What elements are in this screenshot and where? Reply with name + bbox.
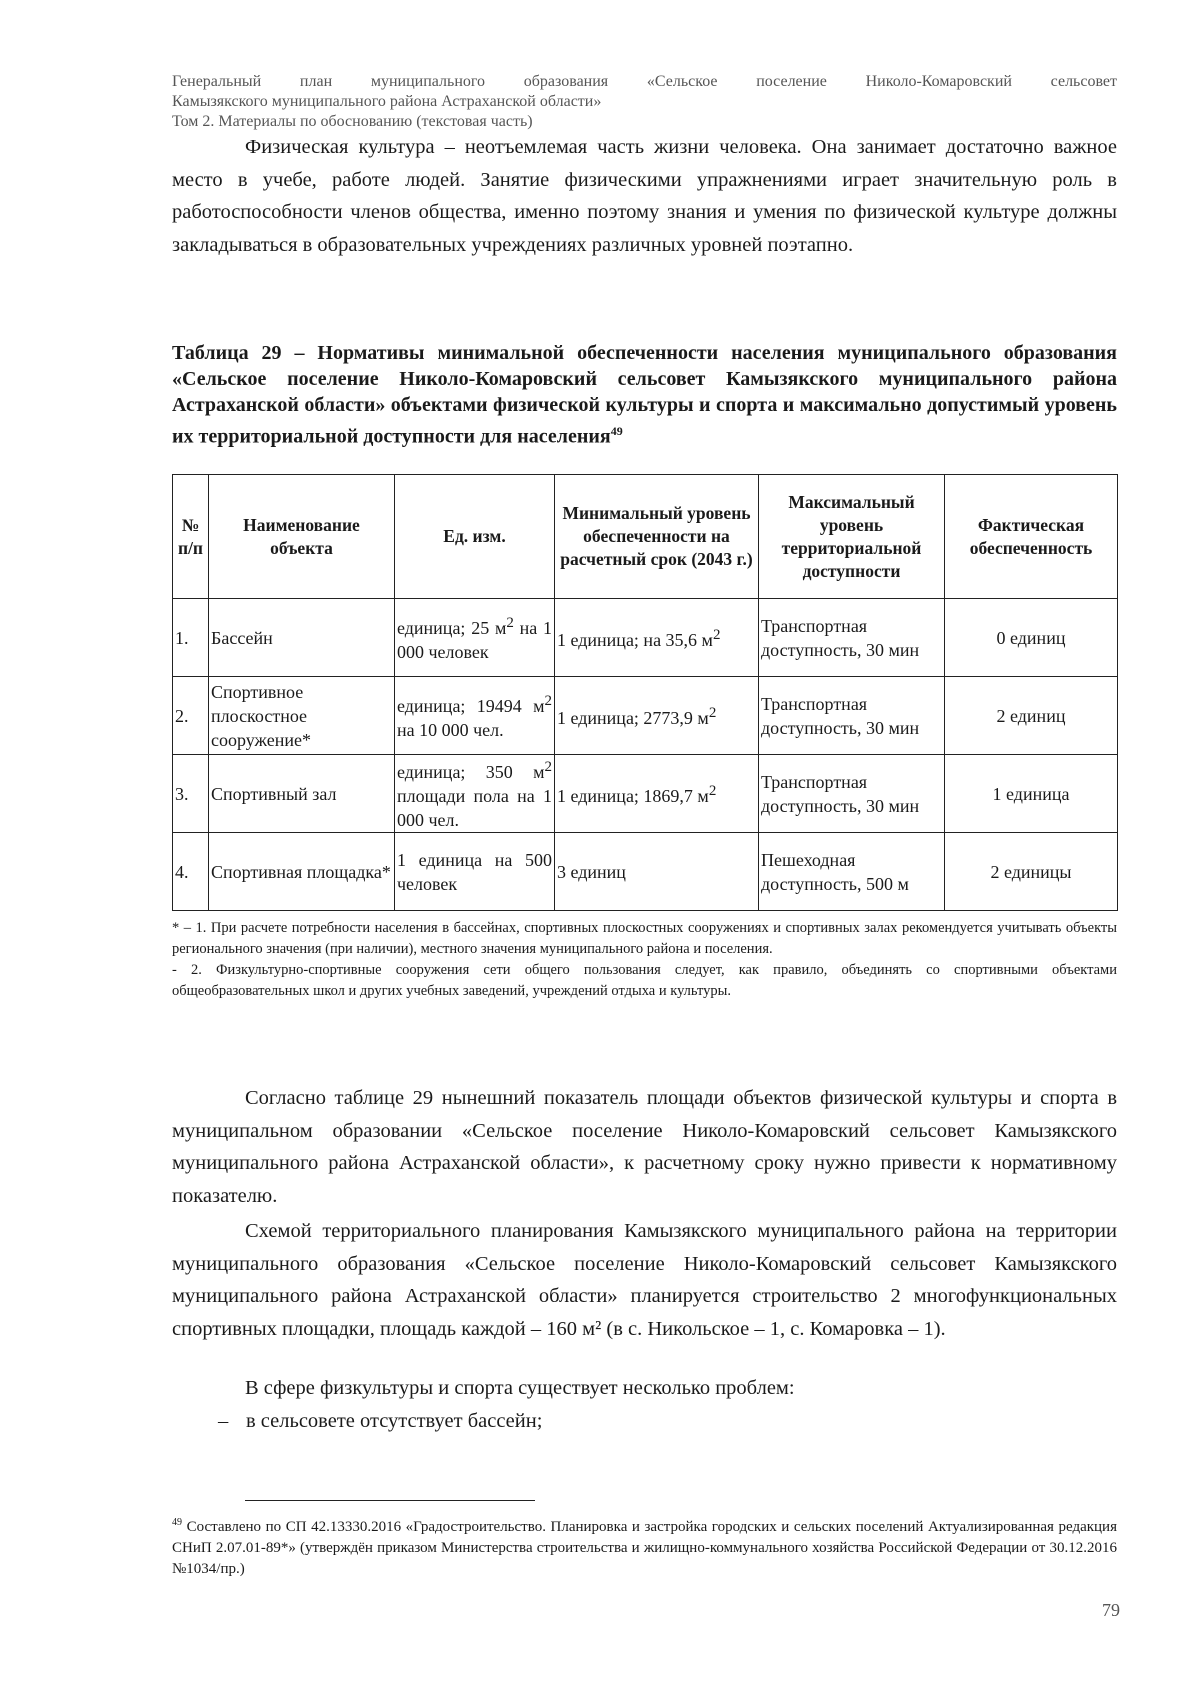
footnote-text: Составлено по СП 42.13330.2016 «Градостроительство. Планировка и застройка городских и сельских поселений Актуализированная редакция СНиП 2.07.01-89*» (утверждён приказом Министерства строительства и жилищно-коммунального хозяйства Российской Федерации от 30.12.2016 №1034/пр.)	[172, 1519, 1117, 1577]
table-row	[173, 599, 1118, 677]
cell-unit-sup: 2	[544, 693, 552, 709]
paragraph-2: Согласно таблице 29 нынешний показатель площади объектов физической культуры и спорта в муниципальном образовании «Сельское поселение Николо-Комаровский сельсовет Камызякского муниципального района Астраханской области», к расчетному сроку нужно привести к нормативному показателю.	[172, 1087, 1117, 1207]
cell-unit-a: единица; 19494 м	[397, 696, 545, 716]
cell-min-level	[555, 755, 759, 833]
cell-min-level	[555, 833, 759, 911]
cell-actual: 2 единиц	[945, 677, 1118, 755]
footnote-ref: 49	[610, 424, 623, 438]
list-item-text: в сельсовете отсутствует бассейн;	[246, 1410, 543, 1432]
cell-max-level: Транспортная доступность, 30 мин	[759, 677, 945, 755]
cell-min-a: 1 единица; 2773,9 м	[557, 708, 709, 728]
header-num: № п/п	[173, 475, 209, 599]
table-notes	[172, 918, 1117, 1002]
table-caption-text: Таблица 29 – Нормативы минимальной обеспеченности населения муниципального образования «Сельское поселение Николо-Комаровский сельсовет Камызякского муниципального района Астраханской области» объектами физической культуры и спорта и максимально допустимый уровень их территориальной доступности для населения	[172, 342, 1117, 448]
paragraph-4: В сфере физкультуры и спорта существует несколько проблем:	[245, 1377, 795, 1399]
cell-unit-a: единица; 350 м	[397, 762, 545, 782]
cell-max-level: Транспортная доступность, 30 мин	[759, 755, 945, 833]
page-number: 79	[1102, 1600, 1120, 1620]
cell-actual: 1 единица	[945, 755, 1118, 833]
table-row	[173, 833, 1118, 911]
cell-min-level	[555, 599, 759, 677]
list-item	[218, 1405, 542, 1437]
cell-name: Спортивное плоскостное сооружение*	[209, 677, 395, 755]
footnote-divider	[245, 1500, 535, 1501]
header-max-level: Максимальный уровень территориальной доступности	[759, 475, 945, 599]
cell-unit-b: площади пола на 1 000 чел.	[397, 786, 552, 830]
cell-num: 4.	[173, 833, 209, 911]
running-header	[172, 72, 1117, 132]
footnote	[172, 1512, 1117, 1580]
cell-max-level: Транспортная доступность, 30 мин	[759, 599, 945, 677]
intro-paragraph: Физическая культура – неотъемлемая часть жизни человека. Она занимает достаточно важное место в учебе, работе людей. Занятие физическими упражнениями играет значительную роль в работоспособности членов общества, именно поэтому знания и умения по физической культуре должны закладываться в образовательных учреждениях различных уровней поэтапно.	[172, 136, 1117, 256]
cell-min-sup: 2	[708, 705, 717, 721]
header-name: Наименование объекта	[209, 475, 395, 599]
table-row	[173, 755, 1118, 833]
cell-num: 2.	[173, 677, 209, 755]
cell-actual: 2 единицы	[945, 833, 1118, 911]
cell-unit-a: 1 единица на 500 человек	[397, 849, 552, 894]
note-1: * – 1. При расчете потребности населения в бассейнах, спортивных плоскостных сооружениях и спортивных залах рекомендуется учитывать объекты регионального значения (при наличии), местного значения муниципального района и поселения.	[172, 920, 1117, 957]
cell-unit-b: на 1 000 человек	[397, 618, 553, 662]
cell-actual: 0 единиц	[945, 599, 1118, 677]
cell-min-sup: 2	[708, 783, 717, 799]
cell-num: 3.	[173, 755, 209, 833]
cell-name: Спортивный зал	[209, 755, 395, 833]
cell-min-a: 3 единиц	[557, 861, 626, 882]
cell-max-level: Пешеходная доступность, 500 м	[759, 833, 945, 911]
cell-unit-sup: 2	[544, 759, 552, 775]
paragraph-3: Схемой территориального планирования Камызякского муниципального района на территории муниципального образования «Сельское поселение Николо-Комаровский сельсовет Камызякского муниципального района Астраханской области» планируется строительство 2 многофункциональных спортивных площадки, площадь каждой – 160 м² (в с. Никольское – 1, с. Комаровка – 1).	[172, 1220, 1117, 1340]
header-actual: Фактическая обеспеченность	[945, 475, 1118, 599]
cell-unit	[395, 833, 555, 911]
cell-unit	[395, 755, 555, 833]
header-min-level: Минимальный уровень обеспеченности на расчетный срок (2043 г.)	[555, 475, 759, 599]
cell-min-sup: 2	[712, 627, 721, 643]
header-line-3: Том 2. Материалы по обоснованию (текстовая часть)	[172, 113, 533, 130]
cell-min-a: 1 единица; 1869,7 м	[557, 786, 709, 806]
cell-name: Спортивная площадка*	[209, 833, 395, 911]
cell-unit-a: единица; 25 м	[397, 618, 507, 638]
cell-num: 1.	[173, 599, 209, 677]
note-2: - 2. Физкультурно-спортивные сооружения сети общего пользования следует, как правило, объединять со спортивными объектами общеобразовательных школ и других учебных заведений, учреждений отдыха и культуры.	[172, 962, 1117, 999]
header-line-1: Генеральный план муниципального образования «Сельское поселение Николо-Комаровский сельсовет	[172, 73, 1117, 90]
table-row	[173, 677, 1118, 755]
cell-min-a: 1 единица; на 35,6 м	[557, 630, 713, 650]
header-unit: Ед. изм.	[395, 475, 555, 599]
cell-unit-sup: 2	[506, 615, 514, 631]
cell-unit-b: на 10 000 чел.	[397, 720, 504, 740]
cell-unit	[395, 677, 555, 755]
list-dash: –	[218, 1410, 229, 1432]
header-line-2: Камызякского муниципального района Астраханской области»	[172, 93, 602, 110]
table-caption	[172, 340, 1117, 450]
cell-unit	[395, 599, 555, 677]
table-header-row	[173, 475, 1118, 599]
cell-name: Бассейн	[209, 599, 395, 677]
cell-min-level	[555, 677, 759, 755]
norms-table	[172, 474, 1118, 911]
footnote-number: 49	[172, 1517, 182, 1528]
